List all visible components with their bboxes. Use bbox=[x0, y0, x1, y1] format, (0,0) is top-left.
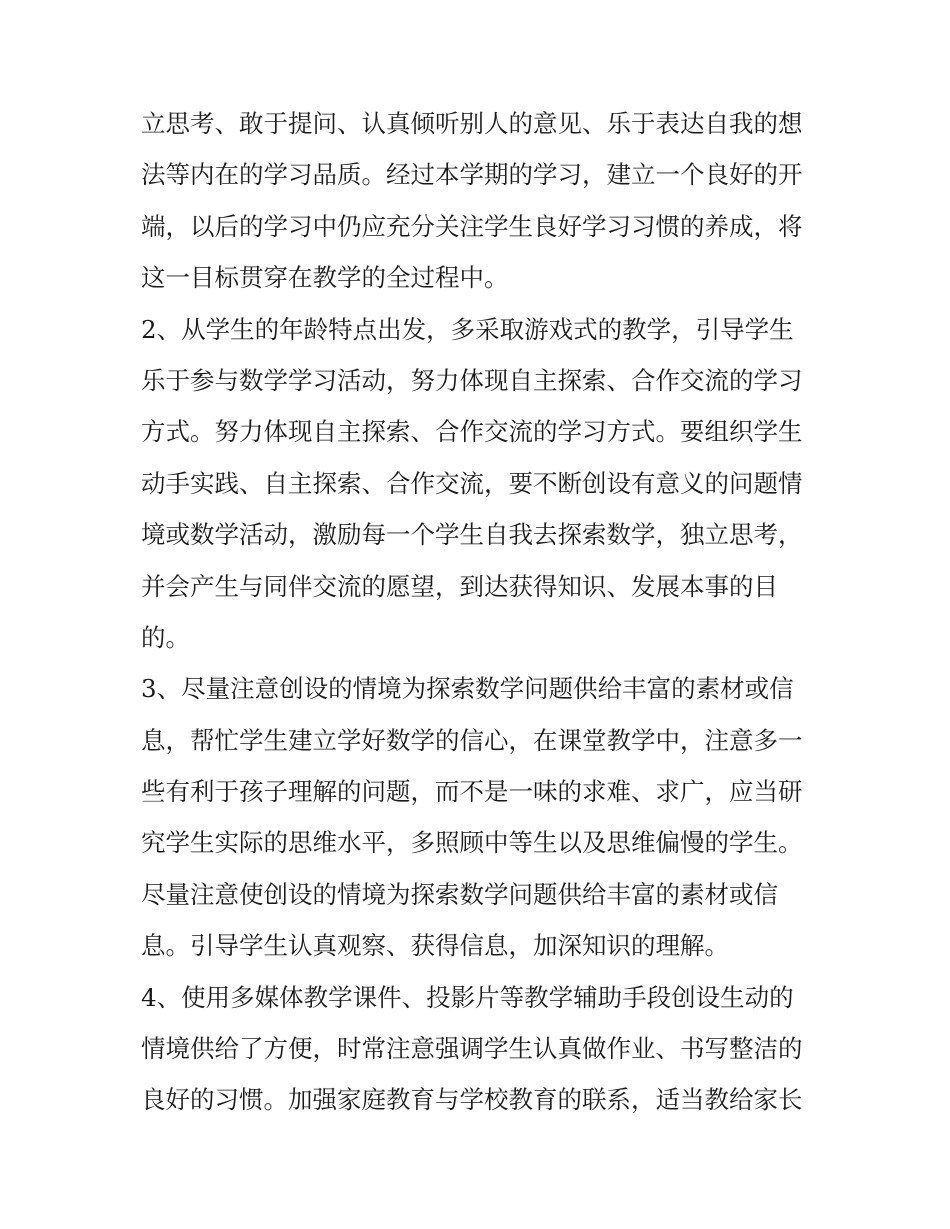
text-line: 息。引导学生认真观察、获得信息，加深知识的理解。 bbox=[141, 931, 729, 961]
text-line: 2、从学生的年龄特点出发，多采取游戏式的教学，引导学生 bbox=[141, 314, 794, 344]
text-line: 3、尽量注意创设的情境为探索数学问题供给丰富的素材或信 bbox=[141, 674, 794, 704]
text-line: 4、使用多媒体教学课件、投影片等教学辅助手段创设生动的 bbox=[141, 982, 794, 1012]
text-line: 息，帮忙学生建立学好数学的信心，在课堂教学中，注意多一 bbox=[141, 725, 803, 755]
text-line: 些有利于孩子理解的问题，而不是一味的求难、求广，应当研 bbox=[141, 777, 803, 807]
text-line: 这一目标贯穿在教学的全过程中。 bbox=[141, 263, 509, 293]
text-line: 良好的习惯。加强家庭教育与学校教育的联系，适当教给家长 bbox=[141, 1085, 803, 1115]
body-text bbox=[141, 98, 821, 1126]
text-line: 乐于参与数学学习活动，努力体现自主探索、合作交流的学习 bbox=[141, 365, 803, 395]
text-line: 究学生实际的思维水平，多照顾中等生以及思维偏慢的学生。 bbox=[141, 828, 803, 858]
text-line: 立思考、敢于提问、认真倾听别人的意见、乐于表达自我的想 bbox=[141, 109, 803, 138]
text-line: 的。 bbox=[141, 622, 190, 652]
text-line: 尽量注意使创设的情境为探索数学问题供给丰富的素材或信 bbox=[141, 879, 778, 909]
text-line: 动手实践、自主探索、合作交流，要不断创设有意义的问题情 bbox=[141, 468, 803, 498]
text-line: 法等内在的学习品质。经过本学期的学习，建立一个良好的开 bbox=[141, 160, 803, 190]
text-line: 方式。努力体现自主探索、合作交流的学习方式。要组织学生 bbox=[141, 417, 803, 447]
text-line: 端，以后的学习中仍应充分关注学生良好学习习惯的养成，将 bbox=[141, 211, 803, 241]
text-line: 并会产生与同伴交流的愿望，到达获得知识、发展本事的目 bbox=[141, 571, 778, 601]
text-line: 情境供给了方便，时常注意强调学生认真做作业、书写整洁的 bbox=[141, 1034, 803, 1064]
text-line: 境或数学活动，激励每一个学生自我去探索数学，独立思考， bbox=[141, 520, 803, 550]
